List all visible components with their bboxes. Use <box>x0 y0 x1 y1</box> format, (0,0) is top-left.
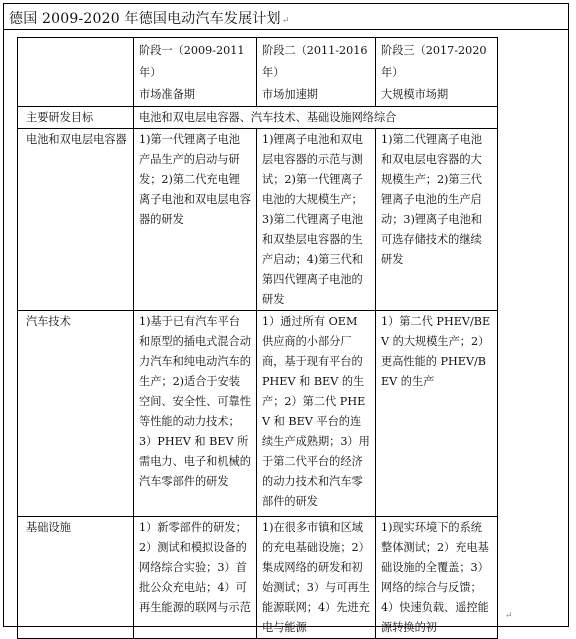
table-cell: 1)在很多市镇和区域的充电基础设施；2）集成网络的研发和初始测试；3）与可再生能源联网；4）先进充电与能源 <box>257 517 376 639</box>
phase-1-name: 阶段一（2009-2011 年） <box>139 44 245 79</box>
table-cell: 1）通过所有 OEM 供应商的小部分厂商，基于现有平台的 PHEV 和 BEV 的生产；2）第二代 PHEV 和 BEV 平台的连续生产成熟期；3）用于第二代平台的经济的动力技术和汽车零部件的研发 <box>257 311 376 517</box>
phase-2-sub: 市场加速期 <box>262 88 318 101</box>
phase-3-header <box>376 38 498 107</box>
table-cell: 1)现实环境下的系统整体测试；2）充电基础设施的全覆盖；3）网络的综合与反馈；4）快速负载、遥控能源转换的初 <box>376 517 498 639</box>
phase-3-name: 阶段三（2017-2020 年） <box>381 44 487 79</box>
title-box <box>3 3 569 30</box>
goal-row <box>18 107 498 129</box>
row-label-battery: 电池和双电层电容器 <box>18 129 134 311</box>
goal-label: 主要研发目标 <box>18 107 134 129</box>
table-cell: 1)锂离子电池和双电层电容器的示范与测试；2)第一代锂离子电池的大规模生产；3)第二代锂离子电池和双垫层电容器的生产启动；4)第三代和第四代锂离子电池的研发 <box>257 129 376 311</box>
row-label-vehicle: 汽车技术 <box>18 311 134 517</box>
table-row <box>18 129 498 311</box>
phase-3-sub: 大规模市场期 <box>381 88 449 101</box>
phase-1-sub: 市场准备期 <box>139 88 195 101</box>
end-paragraph-mark-icon: ↵ <box>505 611 513 621</box>
corner-cell <box>18 38 134 107</box>
phase-1-header <box>134 38 257 107</box>
table-cell: 1）第二代 PHEV/BEV 的大规模生产；2）更高性能的 PHEV/BEV 的生产 <box>376 311 498 517</box>
phase-2-header <box>257 38 376 107</box>
goal-text: 电池和双电层电容器、汽车技术、基础设施网络综合 <box>134 107 498 129</box>
header-row <box>18 38 498 107</box>
table-row <box>18 517 498 639</box>
row-label-infrastructure: 基础设施 <box>18 517 134 639</box>
table-cell: 1）新零部件的研发；2）测试和模拟设备的网络综合实验；3）首批公众充电站；4）可再生能源的联网与示范 <box>134 517 257 639</box>
paragraph-mark-icon: ↵ <box>281 16 290 26</box>
document-title: 德国 2009-2020 年德国电动汽车发展计划↵ <box>9 11 290 27</box>
table-cell: 1)第二代锂离子电池和双电层电容器的大规模生产；2)第三代锂离子电池的生产启动；3)锂离子电池和可选存储技术的继续研发 <box>376 129 498 311</box>
table-row <box>18 311 498 517</box>
plan-table <box>17 37 498 639</box>
table-cell: 1)第一代锂离子电池产品生产的启动与研发；2)第二代充电锂离子电池和双电层电容器的研发 <box>134 129 257 311</box>
table-cell: 1)基于已有汽车平台和原型的插电式混合动力汽车和纯电动汽车的生产；2)适合于安装空间、安全性、可靠性等性能的动力技术；3）PHEV 和 BEV 所需电力、电子和机械的汽车零部件的研发 <box>134 311 257 517</box>
phase-2-name: 阶段二（2011-2016 年） <box>262 44 368 79</box>
